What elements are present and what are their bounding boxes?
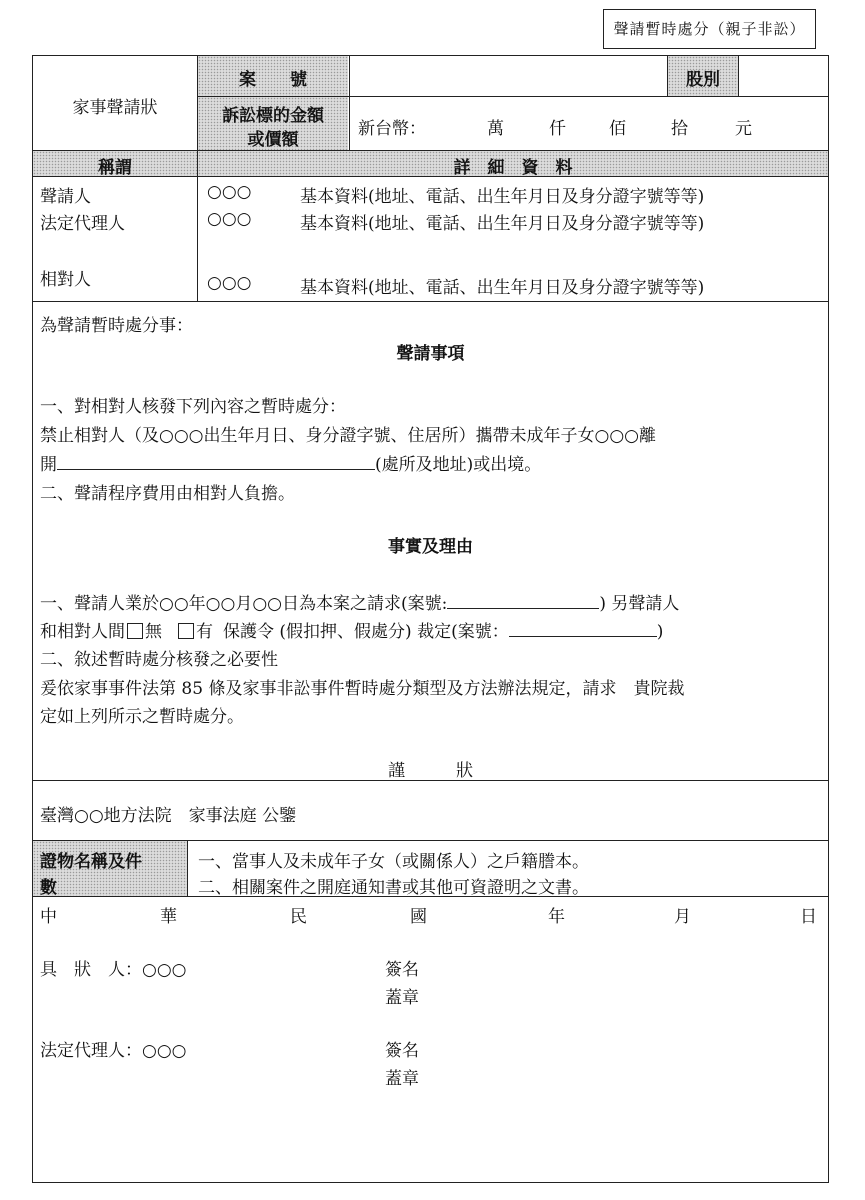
signer-sign-label: 簽名 (385, 960, 419, 980)
intro-text: 為聲請暫時處分事： (40, 316, 193, 336)
court-addressee: 臺灣○○地方法院 家事法庭 公鑒 (40, 806, 297, 826)
signer-label: 具 狀 人：○○○ (40, 960, 187, 980)
party-role-applicant: 聲請人 (40, 187, 91, 207)
date-char-month: 月 (674, 907, 691, 927)
legal-rep-seal-text: 蓋章 (385, 1069, 419, 1089)
fact-1-none: 無 (145, 622, 162, 642)
currency-label: 新台幣： (358, 119, 426, 139)
fact-1-a: 一、聲請人業於○○年○○月○○日為本案之請求(案號: (40, 594, 448, 614)
party-name-applicant: ○○○ (207, 182, 252, 202)
fact-1-line-b (40, 617, 663, 642)
unit-yuan: 元 (735, 119, 752, 139)
division-label: 股別 (686, 70, 720, 90)
claim-2: 二、聲請程序費用由相對人負擔。 (40, 484, 295, 504)
fact-1-b: ) 另聲請人 (599, 594, 680, 614)
date-char-guo: 國 (410, 907, 427, 927)
claim-amount-label-line1: 訴訟標的金額 (222, 106, 324, 126)
claim-amount-label-line2: 或價額 (247, 130, 299, 150)
col-detail-header: 詳 細 資 料 (453, 158, 573, 178)
destination-blank[interactable] (57, 452, 375, 470)
fact-3-b: 定如上列所示之暫時處分。 (40, 707, 244, 727)
party-name-respondent: ○○○ (207, 273, 252, 293)
col-title-header: 稱謂 (98, 158, 132, 178)
closing-text: 謹 狀 (388, 761, 473, 781)
case-no-blank-2[interactable] (509, 619, 657, 637)
unit-qian: 仟 (549, 119, 566, 139)
form-type-label: 聲請暫時處分（親子非訟） (603, 9, 816, 49)
signer-seal-label: 蓋章 (385, 988, 419, 1008)
date-char-day: 日 (800, 907, 817, 927)
claim-1-detail-a: 禁止相對人（及○○○出生年月日、身分證字號、住居所）攜帶未成年子女○○○離 (40, 426, 656, 446)
date-char-zhong: 中 (40, 907, 57, 927)
party-role-respondent: 相對人 (40, 270, 91, 290)
evidence-item-1: 一、當事人及未成年子女（或關係人）之戶籍謄本。 (198, 852, 589, 872)
fact-1-d: 保護令 (假扣押、假處分) 裁定(案號： (223, 622, 509, 642)
date-char-hua: 華 (160, 907, 177, 927)
fact-3-a: 爰依家事事件法第 85 條及家事非訟事件暫時處分類型及方法辦法規定，請求 貴院裁 (40, 679, 685, 699)
claim-1-detail-b (40, 450, 541, 475)
fact-1-has: 有 (196, 622, 213, 642)
claims-heading: 聲請事項 (396, 344, 465, 364)
unit-shi: 拾 (671, 119, 688, 139)
party-info-applicant: 基本資料(地址、電話、出生年月日及身分證字號等等) (300, 187, 705, 207)
date-char-year: 年 (548, 907, 565, 927)
has-checkbox[interactable] (178, 623, 194, 639)
legal-rep-sign-text: 簽名 (385, 1041, 419, 1061)
legal-rep-sign-label: 法定代理人：○○○ (40, 1041, 187, 1061)
none-checkbox[interactable] (127, 623, 143, 639)
claim-1-detail-b-end: (處所及地址)或出境。 (375, 455, 542, 475)
unit-wan: 萬 (487, 119, 504, 139)
facts-heading: 事實及理由 (388, 537, 473, 557)
date-char-min: 民 (290, 907, 307, 927)
fact-1-line-a (40, 589, 679, 614)
case-no-label: 案 號 (239, 70, 307, 90)
evidence-label-a: 證物名稱及件 (40, 852, 142, 872)
fact-2: 二、敘述暫時處分核發之必要性 (40, 650, 278, 670)
claim-1-detail-b-start: 開 (40, 455, 57, 475)
fact-1-c: 和相對人間 (40, 622, 125, 642)
party-info-legal-rep: 基本資料(地址、電話、出生年月日及身分證字號等等) (300, 214, 705, 234)
fact-1-e: ) (656, 622, 664, 642)
evidence-label-b: 數 (40, 878, 57, 898)
claim-1: 一、對相對人核發下列內容之暫時處分： (40, 397, 346, 417)
party-name-legal-rep: ○○○ (207, 209, 252, 229)
division-field[interactable] (741, 60, 826, 92)
party-info-respondent: 基本資料(地址、電話、出生年月日及身分證字號等等) (300, 278, 705, 298)
evidence-item-2: 二、相關案件之開庭通知書或其他可資證明之文書。 (198, 878, 589, 898)
unit-bai: 佰 (609, 119, 626, 139)
case-no-field[interactable] (352, 60, 664, 92)
case-no-blank-1[interactable] (447, 591, 599, 609)
doc-title: 家事聲請狀 (72, 98, 158, 118)
party-role-legal-rep: 法定代理人 (40, 214, 125, 234)
